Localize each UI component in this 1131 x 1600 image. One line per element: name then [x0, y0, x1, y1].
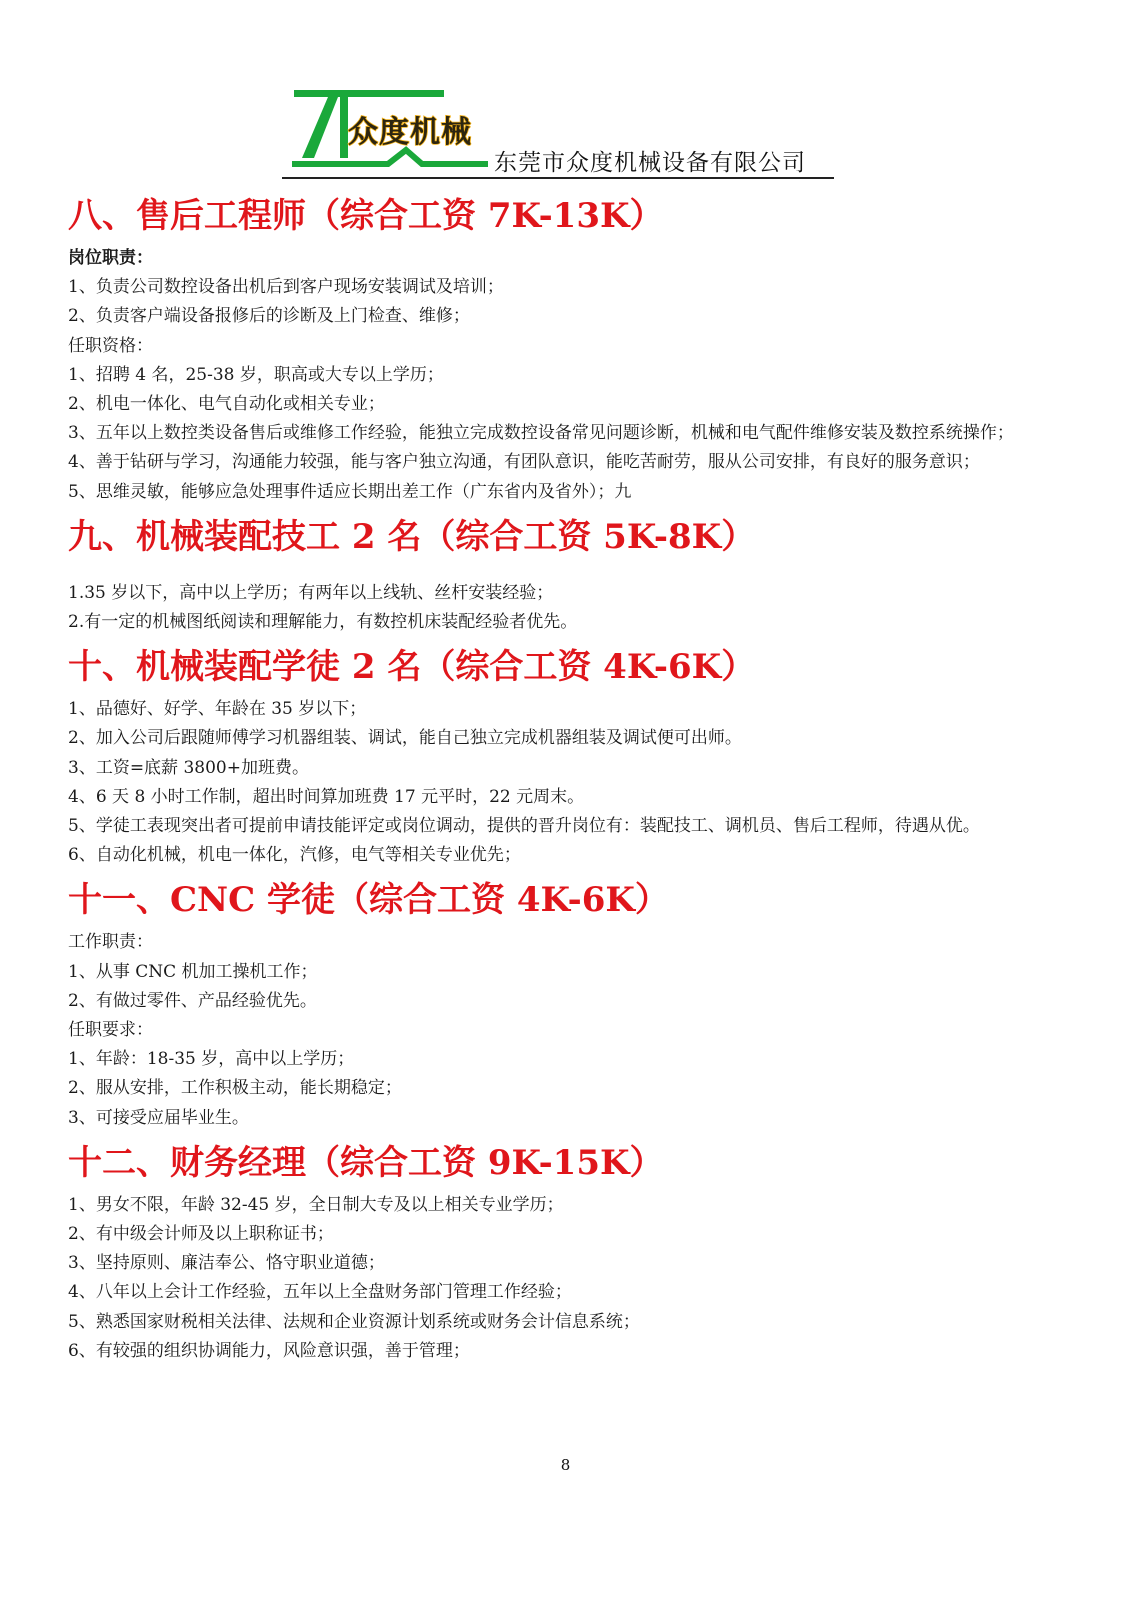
header-divider [282, 177, 834, 179]
list-item: 2、加入公司后跟随师傅学习机器组装、调试，能自己独立完成机器组装及调试便可出师。 [68, 728, 742, 749]
job-section [68, 192, 1058, 507]
spacer [68, 565, 1058, 579]
list-item: 2、服从安排，工作积极主动，能长期稳定； [68, 1078, 402, 1099]
section-title: 十、机械装配学徒 2 名（综合工资 4K-6K） [68, 647, 756, 688]
section-title: 十一、CNC 学徒（综合工资 4K-6K） [68, 880, 669, 921]
requirement-label: 任职资格： [68, 335, 153, 356]
list-item: 4、八年以上会计工作经验，五年以上全盘财务部门管理工作经验； [68, 1282, 572, 1303]
list-item: 1、招聘 4 名，25-38 岁，职高或大专以上学历； [68, 364, 444, 385]
list-item: 3、五年以上数控类设备售后或维修工作经验，能独立完成数控设备常见问题诊断，机械和电气配件维修安装及数控系统操作； [68, 423, 1014, 444]
list-item: 2、机电一体化、电气自动化或相关专业； [68, 394, 385, 415]
list-item: 2、有做过零件、产品经验优先。 [68, 990, 317, 1011]
company-name: 东莞市众度机械设备有限公司 [494, 150, 806, 176]
list-item: 2、负责客户端设备报修后的诊断及上门检查、维修； [68, 306, 470, 327]
section-title: 十二、财务经理（综合工资 9K-15K） [68, 1142, 664, 1183]
list-item: 6、自动化机械，机电一体化，汽修，电气等相关专业优先； [68, 845, 521, 866]
svg-text:众度机械: 众度机械 [348, 115, 472, 150]
list-item: 3、工资=底薪 3800+加班费。 [68, 757, 309, 778]
list-item: 4、6 天 8 小时工作制，超出时间算加班费 17 元平时，22 元周末。 [68, 786, 585, 807]
section-title: 九、机械装配技工 2 名（综合工资 5K-8K） [68, 516, 756, 557]
list-item: 5、熟悉国家财税相关法律、法规和企业资源计划系统或财务会计信息系统； [68, 1311, 640, 1332]
page-number: 8 [560, 1456, 571, 1474]
section-title: 八、售后工程师（综合工资 7K-13K） [68, 196, 664, 236]
requirement-label: 任职要求： [68, 1020, 153, 1041]
list-item: 1、从事 CNC 机加工操机工作； [68, 961, 318, 982]
list-item: 1、负责公司数控设备出机后到客户现场安装调试及培训； [68, 277, 504, 298]
list-item: 1、男女不限，年龄 32-45 岁，全日制大专及以上相关专业学历； [68, 1194, 564, 1215]
job-section [68, 513, 1058, 637]
logo-mark-icon [288, 88, 490, 172]
list-item: 3、可接受应届毕业生。 [68, 1107, 249, 1128]
job-section [68, 643, 1058, 870]
duty-label: 工作职责： [68, 932, 153, 953]
list-item: 4、善于钻研与学习，沟通能力较强，能与客户独立沟通，有团队意识，能吃苦耐劳，服从公司安排，有良好的服务意识； [68, 452, 980, 473]
document-content [68, 186, 1058, 1366]
list-item: 5、思维灵敏，能够应急处理事件适应长期出差工作（广东省内及省外）；九 [68, 481, 632, 502]
list-item: 6、有较强的组织协调能力，风险意识强，善于管理； [68, 1340, 470, 1361]
list-item: 2.有一定的机械图纸阅读和理解能力，有数控机床装配经验者优先。 [68, 612, 578, 633]
duty-label: 岗位职责： [68, 248, 153, 268]
list-item: 1、品德好、好学、年龄在 35 岁以下； [68, 699, 367, 720]
company-logo [288, 88, 490, 172]
list-item: 1.35 岁以下，高中以上学历；有两年以上线轨、丝杆安装经验； [68, 582, 554, 603]
list-item: 3、坚持原则、廉洁奉公、恪守职业道德； [68, 1253, 385, 1274]
job-section [68, 1139, 1058, 1366]
list-item: 2、有中级会计师及以上职称证书； [68, 1224, 334, 1245]
list-item: 1、年龄：18-35 岁，高中以上学历； [68, 1049, 355, 1070]
list-item: 5、学徒工表现突出者可提前申请技能评定或岗位调动，提供的晋升岗位有：装配技工、调机员、售后工程师，待遇从优。 [68, 816, 980, 837]
job-section [68, 876, 1058, 1132]
